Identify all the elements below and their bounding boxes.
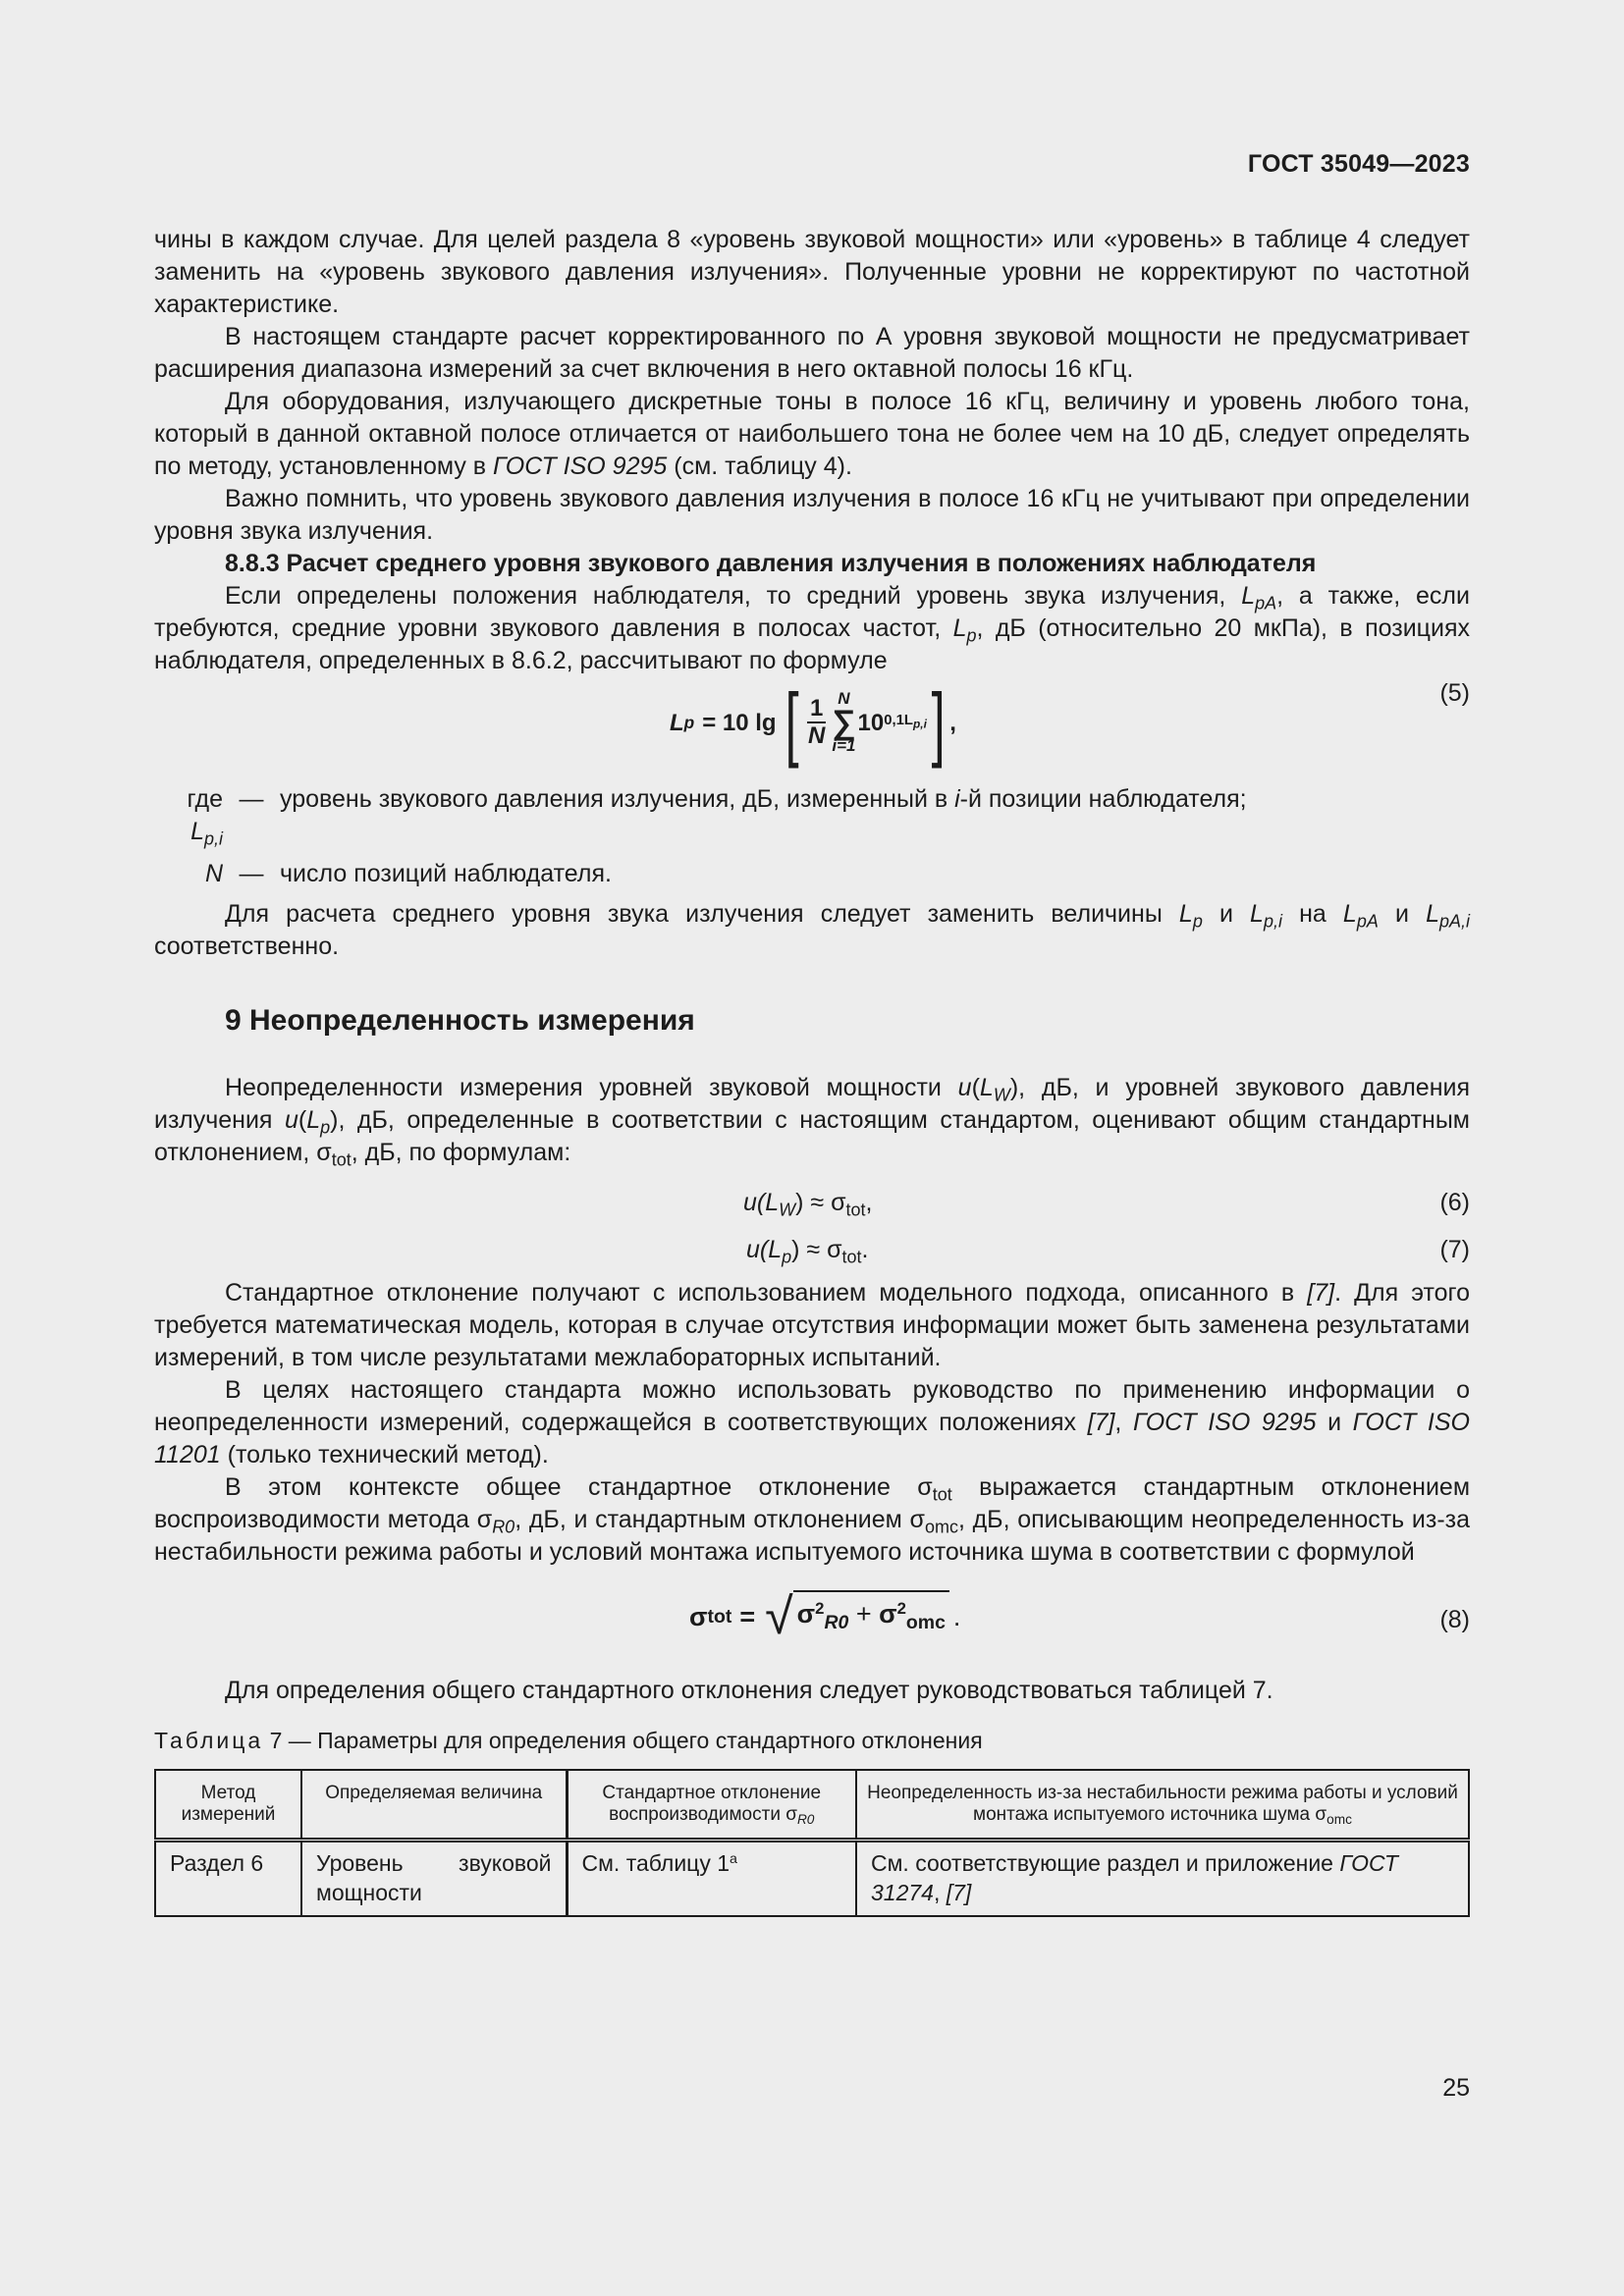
table-header-row [155,1770,1469,1841]
section-heading-9: 9 Неопределенность измерения [225,1004,695,1037]
table-header-cell: Определяемая величина [301,1770,567,1841]
document-code: ГОСТ 35049—2023 [1247,150,1470,178]
page-number: 25 [1442,2074,1470,2102]
paragraph: Если определены положения наблюдателя, то средний уровень звука излучения, $L_{pA}$, а также, если требуются, средние уровни звукового давления в полосах частот, $L_p$, дБ (относительно 20 мкПа), в позициях наблюдателя, определенных в 8.6.2, рассчитывают по формуле [154,582,1470,674]
paragraph: В настоящем стандарте расчет корректированного по А уровня звуковой мощности не предусматривает расширения диапазона измерений за счет включения в него октавной полосы 16 кГц. [154,323,1470,383]
paragraph: Стандартное отклонение получают с использованием модельного подхода, описанного в [7]. Для этого требуется математическая модель, которая в случае отсутствия информации может быть заменена результатами измерений, в том числе результатами межлабораторных испытаний. [154,1279,1470,1371]
paragraph: Важно помнить, что уровень звукового давления излучения в полосе 16 кГц не учитывают при определении уровня звука излучения. [154,485,1470,545]
equation-number: (6) [1439,1189,1470,1216]
paragraph: Для определения общего стандартного отклонения следует руководствоваться таблицей 7. [225,1677,1273,1704]
formula-6: $u(L_W) \approx \sigma_{tot}$, (6) [743,1189,1470,1220]
table-header-cell: Стандартное отклонение воспроизводимости $\sigma_{R0}$ [567,1770,856,1841]
variable-definitions: где $L_{p,i}$ — уровень звукового давления излучения, дБ, измеренный в i-й позиции наблюдателя; N — число позиций наблюдателя. [154,783,1470,890]
formula-5-expression: L p = 10 lg [ $\frac{1}{N}$ N ∑ i=1 10 $0,1L_{p,i}$ ] , [670,676,956,769]
equation-number: (8) [1439,1606,1470,1633]
table-row [155,1841,1469,1917]
table-cell: Раздел 6 [155,1841,301,1917]
table-7 [154,1769,1470,1917]
table-header-cell: Неопределенность из-за нестабильности режима работы и условий монтажа испытуемого источника шума $\sigma_{omc}$ [856,1770,1469,1841]
paragraph: Для оборудования, излучающего дискретные тоны в полосе 16 кГц, величину и уровень любого тона, который в данной октавной полосе отличается от наибольшего тона не более чем на 10 дБ, следует определять по методу, установленному в ГОСТ ISO 9295 (см. таблицу 4). [154,388,1470,480]
paragraph: Для расчета среднего уровня звука излучения следует заменить величины $L_p$ и $L_{p,i}$ на $L_{pA}$ и $L_{pA,i}$ соответственно. [154,900,1470,960]
equation-number: (7) [1439,1236,1470,1263]
equation-number: (5) [1439,679,1470,707]
paragraph: Неопределенности измерения уровней звуковой мощности $u(L_W)$, дБ, и уровней звукового давления излучения $u(L_p)$, дБ, определенные в соответствии с настоящим стандартом, оценивают общим стандартным отклонением, $\sigma_{tot}$, дБ, по формулам: [154,1074,1470,1170]
formula-8-expression: σ tot = √ $\sigma^2_{R0} + \sigma^2_{omc}$ . [689,1588,961,1645]
table-header-cell: Метод измерений [155,1770,301,1841]
table-cell: См. таблицу 1$^a$ [567,1841,856,1917]
paragraph: В этом контексте общее стандартное отклонение $\sigma_{tot}$ выражается стандартным отклонением воспроизводимости метода $\sigma_{R0}$, дБ, и стандартным отклонением $\sigma_{omc}$, дБ, описывающим неопределенность из-за нестабильности режима работы и условий монтажа испытуемого источника шума в соответствии с формулой [154,1473,1471,1566]
table-cell: Уровень звуковой мощности [301,1841,567,1917]
definition-text: число позиций наблюдателя. [280,860,612,887]
paragraph: В целях настоящего стандарта можно использовать руководство по применению информации о неопределенности измерений, содержащейся в соответствующих положениях [7], ГОСТ ISO 9295 и ГОСТ ISO 11201 (только технический метод). [154,1376,1470,1468]
paragraph: чины в каждом случае. Для целей раздела 8 «уровень звуковой мощности» или «уровень» в таблице 4 следует заменить на «уровень звукового давления излучения». Полученные уровни не корректируют по частотной характеристике. [154,226,1470,318]
page-content [154,224,1470,1917]
table-caption: Таблица 7 — Параметры для определения общего стандартного отклонения [154,1728,983,1753]
formula-7: $u(L_p) \approx \sigma_{tot}$. (7) [746,1236,1470,1267]
formula-5 [154,677,1470,775]
definition-text: уровень звукового давления излучения, дБ, измеренный в i-й позиции наблюдателя; [280,785,1247,813]
table-cell: См. соответствующие раздел и приложение ГОСТ 31274, [7] [856,1841,1469,1917]
reference: ГОСТ ISO 9295 [493,453,668,480]
section-heading-8-8-3: 8.8.3 Расчет среднего уровня звукового давления излучения в положениях наблюдателя [225,550,1317,577]
formula-8 [154,1584,1470,1671]
